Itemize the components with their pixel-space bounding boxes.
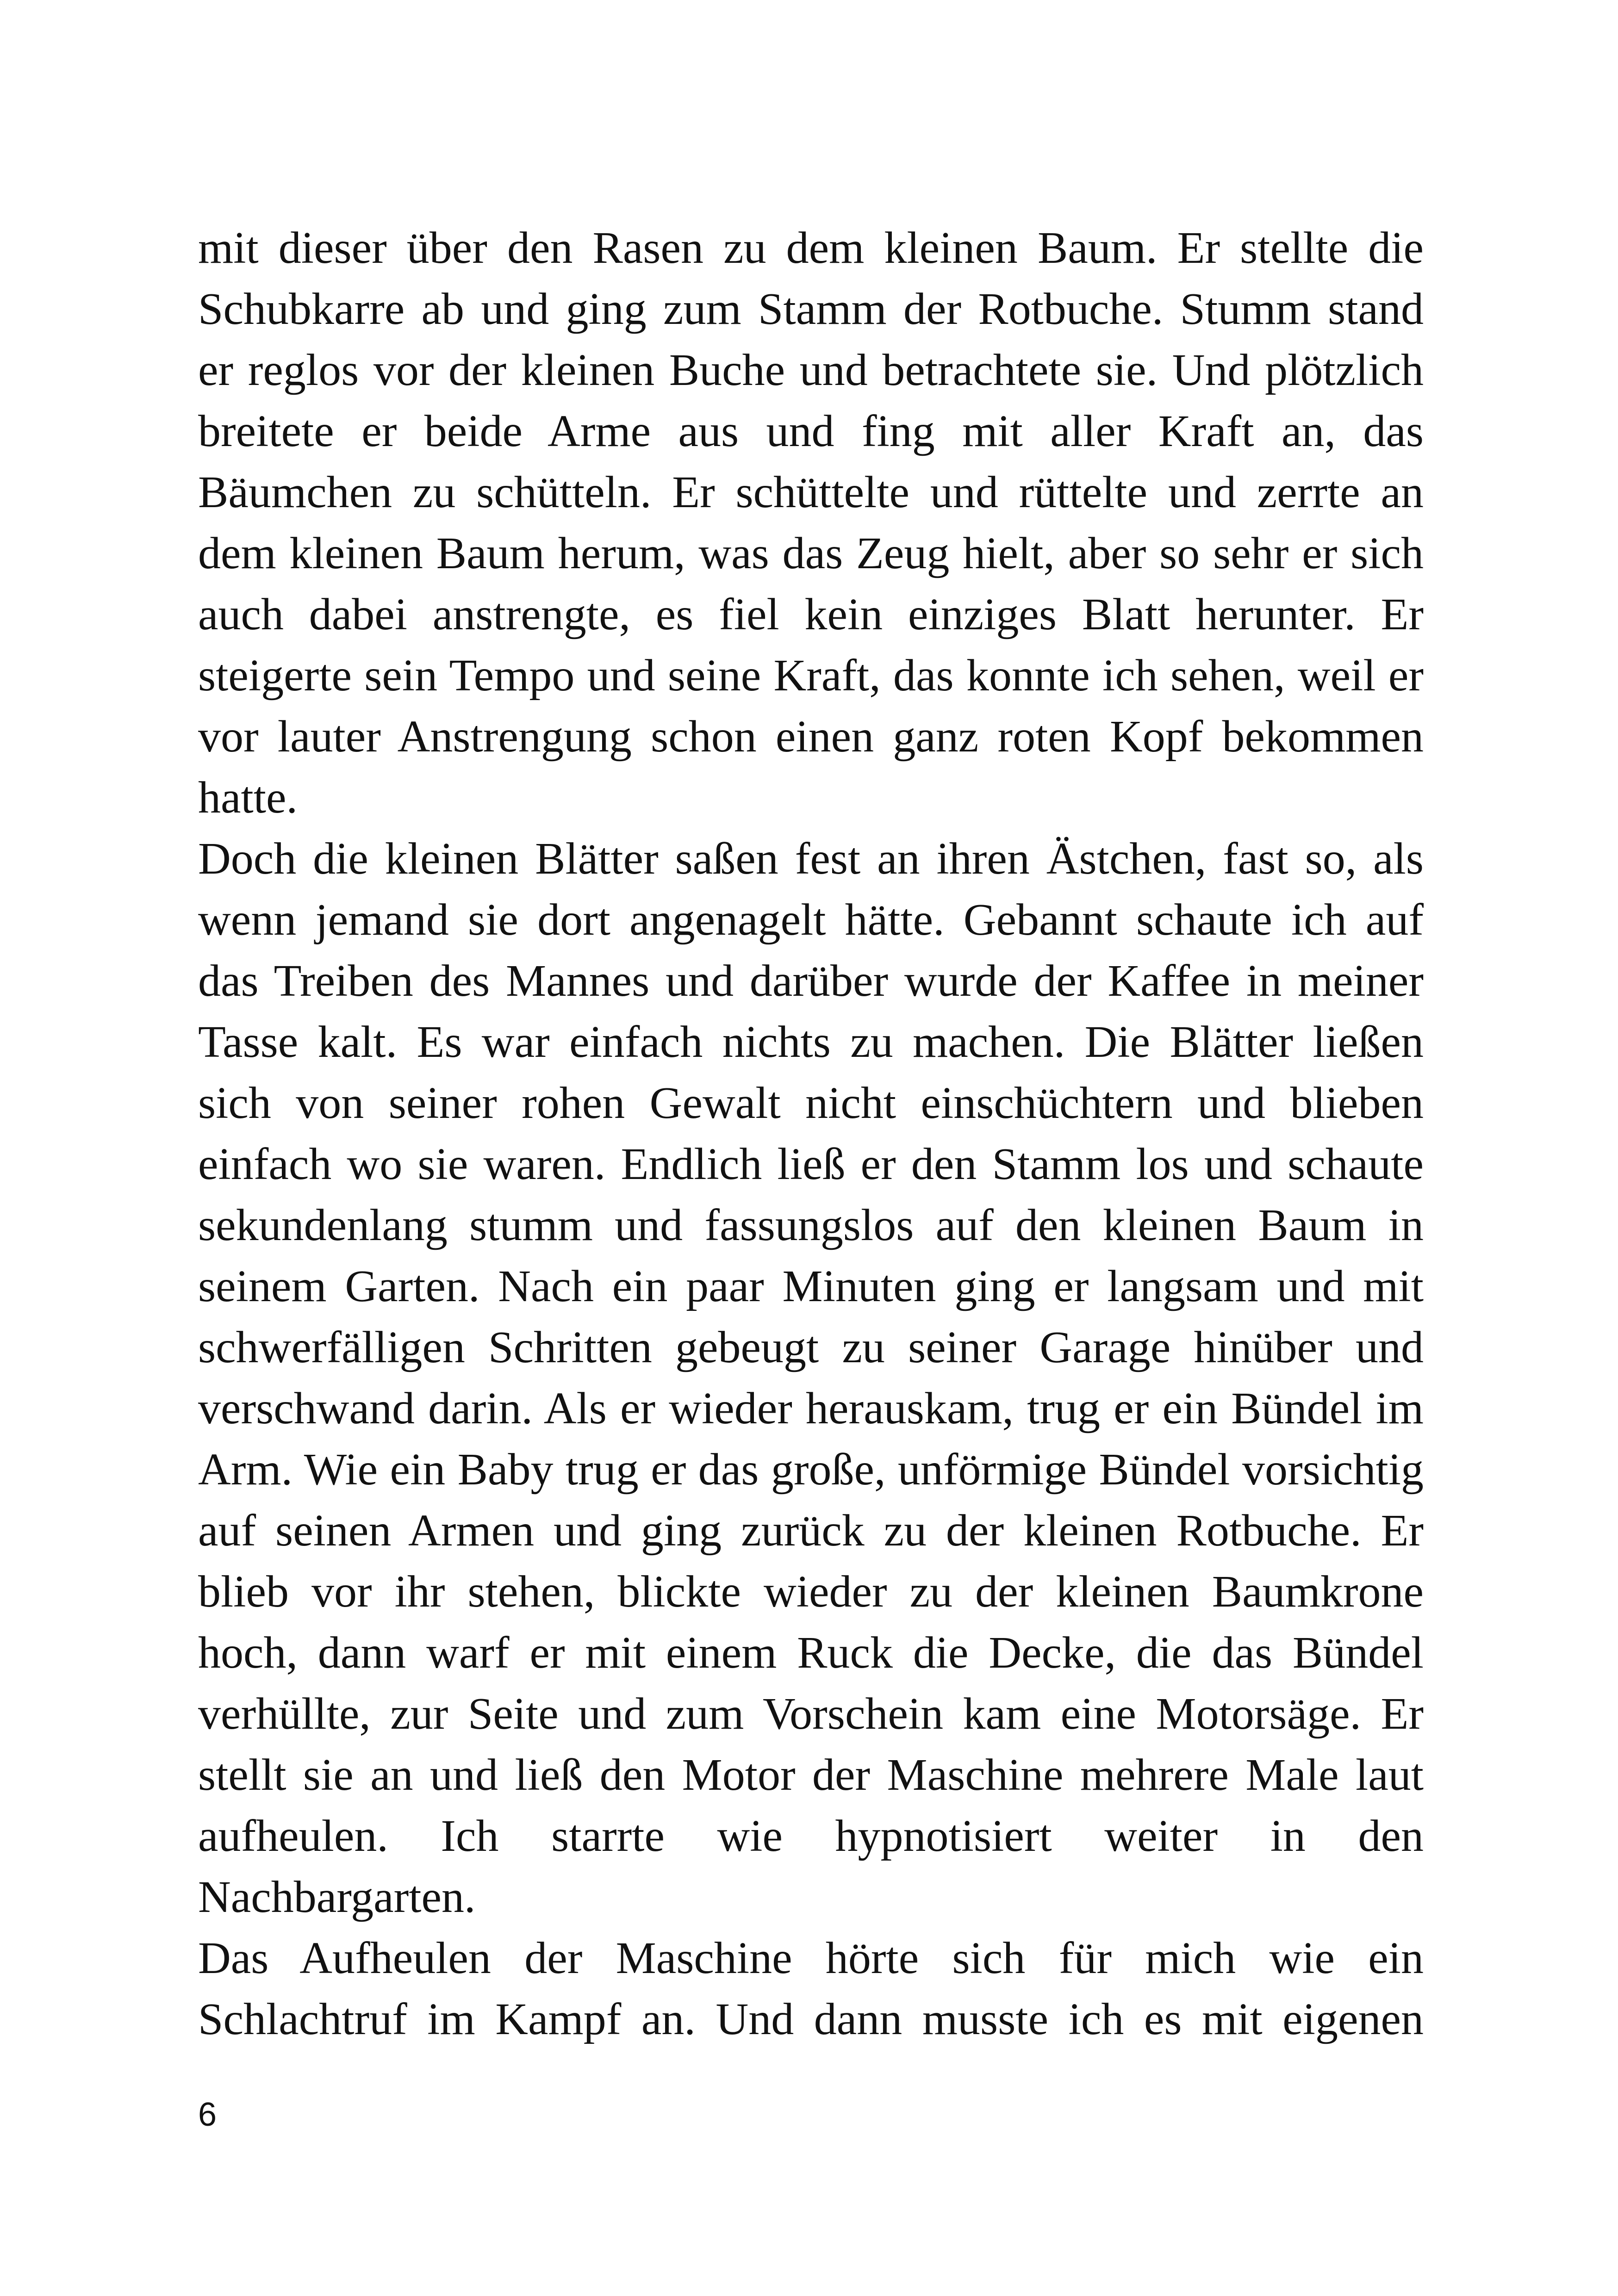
text-line: dem kleinen Baum herum, was das Zeug hielt, aber so sehr er sich [198,528,1424,578]
text-line: steigerte sein Tempo und seine Kraft, das konnte ich sehen, weil er [198,651,1424,701]
text-line: Nachbargarten. [198,1872,476,1922]
text-line: sekundenlang stumm und fassungslos auf den kleinen Baum in [198,1200,1424,1250]
text-line: breitete er beide Arme aus und fing mit aller Kraft an, das [198,406,1424,456]
text-line: vor lauter Anstrengung schon einen ganz roten Kopf bekommen [198,712,1424,762]
text-line: Doch die kleinen Blätter saßen fest an ihren Ästchen, fast so, als [198,834,1424,884]
text-line: auf seinen Armen und ging zurück zu der kleinen Rotbuche. Er [198,1506,1424,1556]
text-line: hoch, dann warf er mit einem Ruck die Decke, die das Bündel [198,1628,1424,1678]
text-line: seinem Garten. Nach ein paar Minuten ging er langsam und mit [198,1261,1424,1311]
text-line: mit dieser über den Rasen zu dem kleinen Baum. Er stellte die [198,223,1424,273]
text-line: blieb vor ihr stehen, blickte wieder zu der kleinen Baumkrone [198,1567,1424,1617]
text-line: aufheulen. Ich starrte wie hypnotisiert weiter in den [198,1811,1424,1861]
text-line: das Treiben des Mannes und darüber wurde der Kaffee in meiner [198,956,1424,1006]
text-line: Arm. Wie ein Baby trug er das große, unförmige Bündel vorsichtig [198,1445,1424,1495]
text-line: sich von seiner rohen Gewalt nicht einschüchtern und blieben [198,1078,1424,1128]
text-line: hatte. [198,773,298,823]
text-line: verhüllte, zur Seite und zum Vorschein kam eine Motorsäge. Er [198,1689,1424,1739]
text-line: verschwand darin. Als er wieder herauskam, trug er ein Bündel im [198,1384,1424,1433]
text-line: er reglos vor der kleinen Buche und betrachtete sie. Und plötzlich [198,345,1424,395]
text-line: auch dabei anstrengte, es fiel kein einziges Blatt herunter. Er [198,590,1424,639]
text-line: wenn jemand sie dort angenagelt hätte. Gebannt schaute ich auf [198,895,1424,945]
text-line: schwerfälligen Schritten gebeugt zu seiner Garage hinüber und [198,1322,1424,1372]
text-line: Das Aufheulen der Maschine hörte sich für mich wie ein [198,1933,1424,1983]
text-line: Schlachtruf im Kampf an. Und dann musste ich es mit eigenen [198,1994,1424,2044]
text-line: stellt sie an und ließ den Motor der Maschine mehrere Male laut [198,1750,1424,1800]
body-text [198,217,1424,2050]
text-line: Tasse kalt. Es war einfach nichts zu machen. Die Blätter ließen [198,1017,1424,1067]
page-number: 6 [198,2096,217,2133]
text-line: Schubkarre ab und ging zum Stamm der Rotbuche. Stumm stand [198,284,1424,334]
text-line: einfach wo sie waren. Endlich ließ er den Stamm los und schaute [198,1139,1424,1189]
text-line: Bäumchen zu schütteln. Er schüttelte und rüttelte und zerrte an [198,467,1424,517]
